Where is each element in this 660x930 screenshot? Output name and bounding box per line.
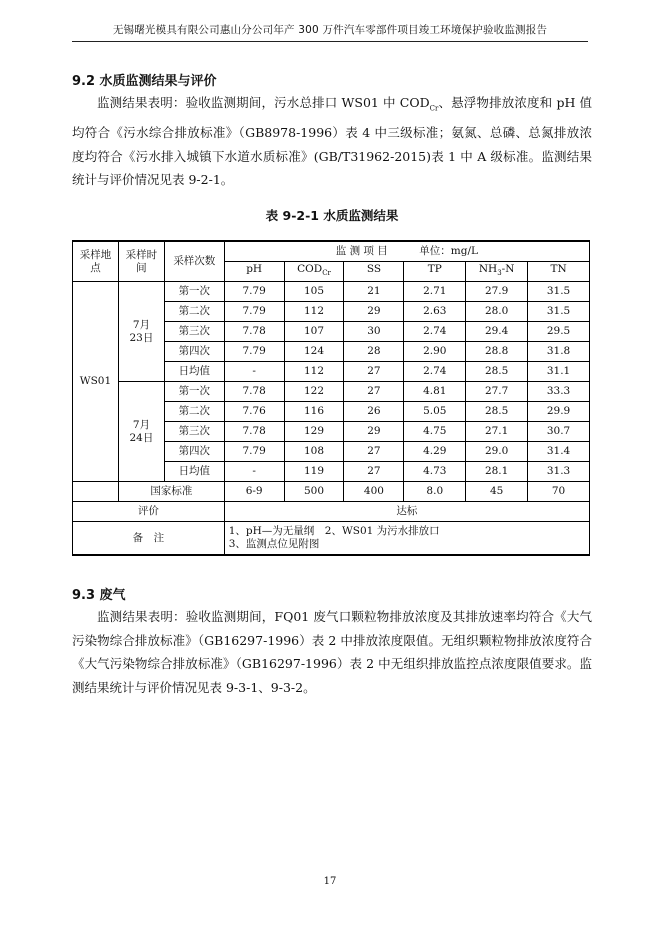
value-cell: 4.81 — [404, 382, 466, 402]
standard-value: 500 — [284, 482, 344, 502]
water-quality-table — [72, 240, 590, 556]
value-cell: 7.79 — [224, 282, 284, 302]
value-cell: 7.78 — [224, 422, 284, 442]
notes-row — [73, 522, 590, 556]
value-cell: - — [224, 362, 284, 382]
table-row — [73, 282, 590, 302]
section-title-9-2: 9.2 水质监测结果与评价 — [72, 74, 217, 89]
sample-count-cell: 第三次 — [164, 322, 224, 342]
column-header — [466, 262, 528, 282]
column-header — [224, 262, 284, 282]
value-cell: 28.5 — [466, 362, 528, 382]
value-cell: 119 — [284, 462, 344, 482]
value-cell: 27 — [344, 362, 404, 382]
standard-value: 70 — [528, 482, 590, 502]
value-cell: 31.3 — [528, 462, 590, 482]
value-cell: 28.8 — [466, 342, 528, 362]
value-cell: 21 — [344, 282, 404, 302]
value-cell: 27.1 — [466, 422, 528, 442]
standard-label: 国家标准 — [118, 482, 224, 502]
sample-count-cell: 日均值 — [164, 462, 224, 482]
paragraph-text-b: 、悬浮物排放浓度和 pH 值均符合《污水综合排放标准》（GB8978-1996）表 4 中三级标准；氨氮、总磷、总氮排放浓度均符合《污水排入城镇下水道水质标准》(GB/T31962-2015)表 1 中 A 级标准。监测结果统计与评价情况见表 9-2-1。 — [72, 95, 592, 187]
evaluation-value: 达标 — [224, 502, 589, 522]
sample-count-cell: 第二次 — [164, 402, 224, 422]
value-cell: 4.75 — [404, 422, 466, 442]
value-cell: 31.5 — [528, 282, 590, 302]
column-header-text: NH — [478, 262, 498, 275]
column-header-suffix: -N — [501, 262, 515, 275]
standard-value: 45 — [466, 482, 528, 502]
value-cell: 7.79 — [224, 342, 284, 362]
value-cell: 28.1 — [466, 462, 528, 482]
value-cell: 4.73 — [404, 462, 466, 482]
standard-value: 6-9 — [224, 482, 284, 502]
header-items: 监 测 项 目 单位：mg/L — [224, 241, 589, 262]
value-cell: 31.1 — [528, 362, 590, 382]
sample-count-cell: 第四次 — [164, 342, 224, 362]
table-row — [73, 382, 590, 402]
sample-count-cell: 第一次 — [164, 382, 224, 402]
sample-count-cell: 第三次 — [164, 422, 224, 442]
value-cell: 129 — [284, 422, 344, 442]
value-cell: 112 — [284, 302, 344, 322]
value-cell: 7.78 — [224, 382, 284, 402]
value-cell: 28 — [344, 342, 404, 362]
value-cell: 122 — [284, 382, 344, 402]
value-cell: 31.4 — [528, 442, 590, 462]
value-cell: 4.29 — [404, 442, 466, 462]
value-cell: 105 — [284, 282, 344, 302]
site-cell: WS01 — [73, 282, 119, 482]
column-header-text: pH — [246, 262, 263, 275]
value-cell: 2.74 — [404, 362, 466, 382]
standard-value: 400 — [344, 482, 404, 502]
value-cell: 107 — [284, 322, 344, 342]
column-header-text: COD — [297, 262, 323, 275]
value-cell: 116 — [284, 402, 344, 422]
cod-subscript: Cr — [429, 104, 439, 113]
value-cell: 27.7 — [466, 382, 528, 402]
paragraph-air-results: 监测结果表明：验收监测期间，FQ01 废气口颗粒物排放浓度及其排放速率均符合《大气污染物综合排放标准》（GB16297-1996）表 2 中排放浓度限值。无组织颗粒物排放浓度符合《大气污染物综合排放标准》（GB16297-1996）表 2 中无组织排放监控点浓度限值要求。监测结果统计与评价情况见表 9-3-1、9-3-2。 — [72, 609, 592, 695]
value-cell: 7.76 — [224, 402, 284, 422]
notes-line: 1、pH—为无量纲 2、WS01 为污水排放口 — [228, 525, 440, 537]
notes-line: 3、监测点位见附图 — [228, 538, 320, 550]
table-caption: 表 9-2-1 水质监测结果 — [265, 208, 399, 223]
standard-value: 8.0 — [404, 482, 466, 502]
date-cell: 7月24日 — [118, 382, 164, 482]
value-cell: 30.7 — [528, 422, 590, 442]
value-cell: 29.0 — [466, 442, 528, 462]
value-cell: 2.90 — [404, 342, 466, 362]
value-cell: 28.5 — [466, 402, 528, 422]
column-header-subscript: 3 — [497, 269, 502, 278]
value-cell: 5.05 — [404, 402, 466, 422]
value-cell: 27 — [344, 382, 404, 402]
value-cell: 27 — [344, 462, 404, 482]
sample-count-cell: 日均值 — [164, 362, 224, 382]
value-cell: 29.5 — [528, 322, 590, 342]
value-cell: 124 — [284, 342, 344, 362]
value-cell: 2.63 — [404, 302, 466, 322]
date-cell: 7月23日 — [118, 282, 164, 382]
column-header-subscript: Cr — [322, 269, 331, 278]
column-header-text: TP — [427, 262, 442, 275]
standard-spacer — [73, 482, 119, 502]
notes-content — [224, 522, 589, 556]
value-cell: 31.5 — [528, 302, 590, 322]
value-cell: 7.78 — [224, 322, 284, 342]
value-cell: 26 — [344, 402, 404, 422]
column-header-text: SS — [366, 262, 382, 275]
value-cell: 28.0 — [466, 302, 528, 322]
value-cell: 29.4 — [466, 322, 528, 342]
column-header — [528, 262, 590, 282]
value-cell: 2.71 — [404, 282, 466, 302]
value-cell: - — [224, 462, 284, 482]
value-cell: 27.9 — [466, 282, 528, 302]
value-cell: 31.8 — [528, 342, 590, 362]
paragraph-water-results — [72, 91, 592, 192]
value-cell: 7.79 — [224, 442, 284, 462]
sample-count-cell: 第四次 — [164, 442, 224, 462]
header-site: 采样地点 — [73, 241, 119, 282]
section-title-9-3: 9.3 废气 — [72, 588, 126, 603]
evaluation-label: 评价 — [73, 502, 225, 522]
value-cell: 29 — [344, 302, 404, 322]
value-cell: 30 — [344, 322, 404, 342]
value-cell: 33.3 — [528, 382, 590, 402]
notes-label: 备 注 — [73, 522, 225, 556]
header-time: 采样时间 — [118, 241, 164, 282]
value-cell: 7.79 — [224, 302, 284, 322]
value-cell: 108 — [284, 442, 344, 462]
evaluation-row — [73, 502, 590, 522]
value-cell: 29 — [344, 422, 404, 442]
paragraph-text-a: 监测结果表明：验收监测期间，污水总排口 WS01 中 COD — [97, 95, 430, 110]
standard-row — [73, 482, 590, 502]
value-cell: 112 — [284, 362, 344, 382]
value-cell: 29.9 — [528, 402, 590, 422]
page-header: 无锡曙光模具有限公司惠山分公司年产 300 万件汽车零部件项目竣工环境保护验收监测报告 — [72, 22, 588, 42]
value-cell: 2.74 — [404, 322, 466, 342]
sample-count-cell: 第二次 — [164, 302, 224, 322]
sample-count-cell: 第一次 — [164, 282, 224, 302]
column-header — [404, 262, 466, 282]
header-count: 采样次数 — [164, 241, 224, 282]
value-cell: 27 — [344, 442, 404, 462]
column-header-text: TN — [550, 262, 567, 275]
column-header — [344, 262, 404, 282]
page-number: 17 — [323, 876, 337, 887]
column-header — [284, 262, 344, 282]
